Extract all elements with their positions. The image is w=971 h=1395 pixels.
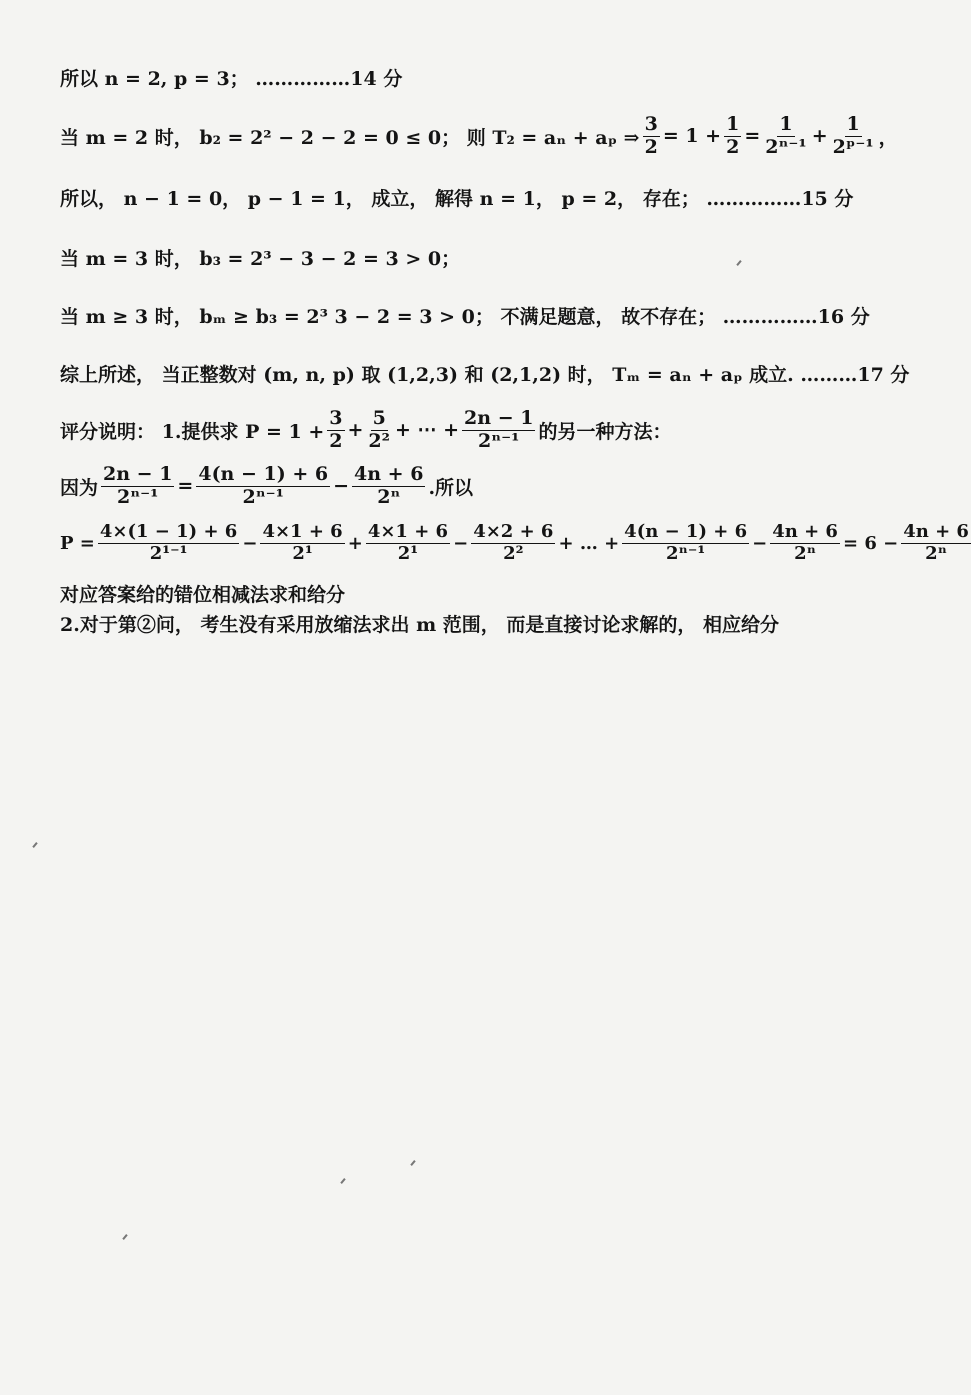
text-case-m2: 当 m = 2 时， b₂ = 2² − 2 − 2 = 0 ≤ 0； 则 T₂ = aₙ + aₚ ⇒ — [60, 126, 640, 149]
line-grading-note-2: 2.对于第②问， 考生没有采用放缩法求出 m 范围， 而是直接讨论求解的， 相应给分 — [60, 614, 780, 636]
fraction-2n-1-over-2n-1: $\frac{2n - 1}{\text{2ⁿ⁻¹}}$ — [464, 407, 534, 452]
p-term-3: $\frac{4\times 1 + 6}{\text{2¹}}$ — [367, 521, 449, 564]
text-score-17: 综上所述， 当正整数对 (m, n, p) 取 (1,2,3) 和 (2,1,2) 时， Tₘ = aₙ + aₚ 成立. ………17 分 — [60, 364, 910, 386]
fraction-4n-1-plus-6: $\frac{4(n - 1) + 6}{\text{2ⁿ⁻¹}}$ — [198, 463, 329, 508]
fraction-1-over-2p-1: $\frac{1}{\text{2ᵖ⁻¹}}$ — [832, 113, 874, 158]
fraction-4n-plus-6: $\frac{4n + 6}{\text{2ⁿ}}$ — [354, 463, 424, 508]
p-term-1: $\frac{4\times(1 - 1) + 6}{\text{2¹⁻¹}}$ — [99, 521, 238, 564]
fraction-5-over-2sq: $\frac{5}{\text{2²}}$ — [368, 407, 390, 452]
p-term-4: $\frac{4\times 2 + 6}{\text{2²}}$ — [473, 521, 554, 564]
scan-speck — [32, 842, 37, 848]
fraction-3-over-2: $\frac{3}{2}$ — [644, 113, 658, 158]
line-because: 因为 $\frac{2n - 1}{\text{2ⁿ⁻¹}}$ = $\frac{4(n - 1) + 6}{\text{2ⁿ⁻¹}}$ − $\frac{4n + 6}{\text{2ⁿ}}$ .所以 — [60, 463, 474, 508]
text-score-16: 当 m ≥ 3 时， bₘ ≥ b₃ = 2³ 3 − 2 = 3 > 0； 不满足题意， 故不存在； ……………16 分 — [60, 306, 870, 328]
fraction-1-over-2n-1: $\frac{1}{\text{2ⁿ⁻¹}}$ — [765, 113, 807, 158]
line-grading-note-1: 评分说明： 1.提供求 P = 1 + $\frac{3}{2}$ + $\frac{5}{\text{2²}}$ + ⋯ + $\frac{2n - 1}{\text{2ⁿ⁻¹}}$ 的另一种方法： — [60, 407, 672, 452]
text-case-m3: 当 m = 3 时， b₃ = 2³ − 3 − 2 = 3 > 0； — [60, 248, 461, 270]
scan-speck — [122, 1234, 127, 1240]
line-case-m2: 当 m = 2 时， b₂ = 2² − 2 − 2 = 0 ≤ 0； 则 T₂ = aₙ + aₚ ⇒ $\frac{3}{2}$ = 1 + $\frac{1}{2}$ = $\frac{1}{\text{2ⁿ⁻¹}}$ + $\frac{1}{\text{2ᵖ⁻¹}}$ ， — [60, 113, 898, 158]
p-term-6: $\frac{4n + 6}{\text{2ⁿ}}$ — [772, 521, 838, 564]
p-term-2: $\frac{4\times 1 + 6}{\text{2¹}}$ — [262, 521, 343, 564]
p-term-result: $\frac{4n + 6}{\text{2ⁿ}}$ — [903, 521, 969, 564]
text-score-14: 所以 n = 2, p = 3； ……………14 分 — [60, 68, 403, 90]
p-term-5: $\frac{4(n - 1) + 6}{\text{2ⁿ⁻¹}}$ — [624, 521, 748, 564]
fraction-2n-1-over-2n-1: $\frac{2n - 1}{\text{2ⁿ⁻¹}}$ — [103, 463, 173, 508]
line-grading-note-1-end: 对应答案给的错位相减法求和给分 — [60, 584, 346, 606]
fraction-1-over-2: $\frac{1}{2}$ — [726, 113, 740, 158]
line-case-m3 — [60, 244, 860, 271]
scan-speck — [340, 1178, 345, 1184]
line-score-15 — [60, 184, 860, 211]
text-score-15: 所以， n − 1 = 0， p − 1 = 1， 成立， 解得 n = 1， p = 2， 存在； ……………15 分 — [60, 188, 854, 210]
line-score-16 — [60, 302, 870, 329]
scan-speck — [410, 1160, 415, 1166]
line-score-14 — [60, 64, 860, 91]
line-p-expansion: P = $\frac{4\times(1 - 1) + 6}{\text{2¹⁻¹}}$ − $\frac{4\times 1 + 6}{\text{2¹}}$ + $\frac{4\times 1 + 6}{\text{2¹}}$ − $\frac{4\times 2 + 6}{\text{2²}}$ + … + $\frac{4(n - 1) + 6}{\text{2ⁿ⁻¹}}$ − $\frac{4n + 6}{\text{2ⁿ}}$ = 6 − $\frac{4n + 6}{\text{2ⁿ}}$ — [60, 521, 969, 564]
line-score-17 — [60, 360, 910, 387]
fraction-3-over-2: $\frac{3}{2}$ — [329, 407, 343, 452]
